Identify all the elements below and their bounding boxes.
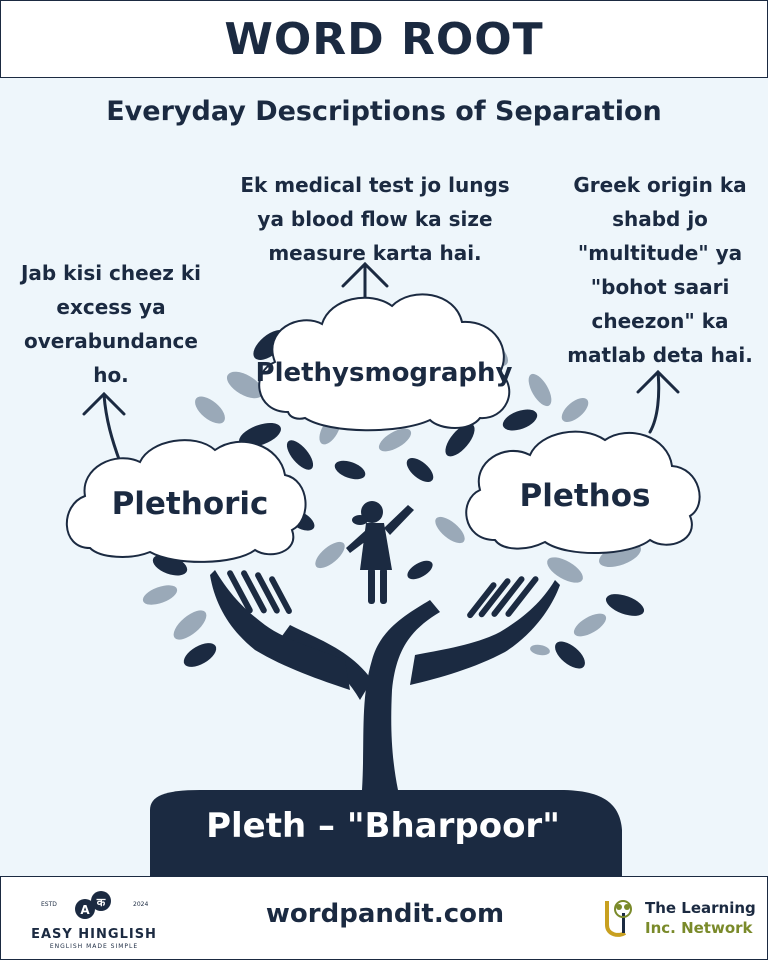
- note-center: Ek medical test jo lungs ya blood flow ka size measure karta hai.: [240, 173, 510, 265]
- tree-trunk: [282, 600, 440, 790]
- svg-text:क: क: [96, 896, 106, 909]
- brand-line1: The Learning: [645, 899, 756, 917]
- left-hand-icon: [210, 569, 350, 690]
- child-figure-icon: [346, 501, 414, 604]
- brand-line2: Inc. Network: [645, 919, 753, 937]
- cloud-label-plethysmography: Plethysmography: [255, 358, 513, 388]
- arrow-up-icon: [638, 372, 678, 432]
- note-left: Jab kisi cheez ki excess ya overabundance ho.: [20, 261, 202, 387]
- site-link[interactable]: wordpandit.com: [265, 899, 505, 929]
- arrow-up-icon: [84, 394, 124, 462]
- brand-year: 2024: [133, 901, 149, 908]
- subtitle: Everyday Descriptions of Separation: [106, 96, 662, 127]
- right-hand-icon: [410, 575, 560, 685]
- footer: [0, 876, 768, 960]
- svg-text:A: A: [80, 903, 90, 917]
- learning-network-logo: [601, 895, 761, 945]
- brand-name: EASY HINGLISH: [31, 927, 157, 942]
- note-right: Greek origin ka shabd jo "multitude" ya "bohot saari cheezon" ka matlab deta hai.: [567, 173, 753, 367]
- brand-estd: ESTD: [41, 901, 57, 908]
- brand-tagline: ENGLISH MADE SIMPLE: [49, 943, 139, 950]
- page-title: WORD ROOT: [224, 13, 544, 65]
- cloud-label-plethos: Plethos: [519, 478, 651, 514]
- root-label: Pleth – "Bharpoor": [206, 806, 560, 846]
- cloud-label-plethoric: Plethoric: [111, 486, 269, 522]
- tree-logo-icon: [601, 895, 641, 941]
